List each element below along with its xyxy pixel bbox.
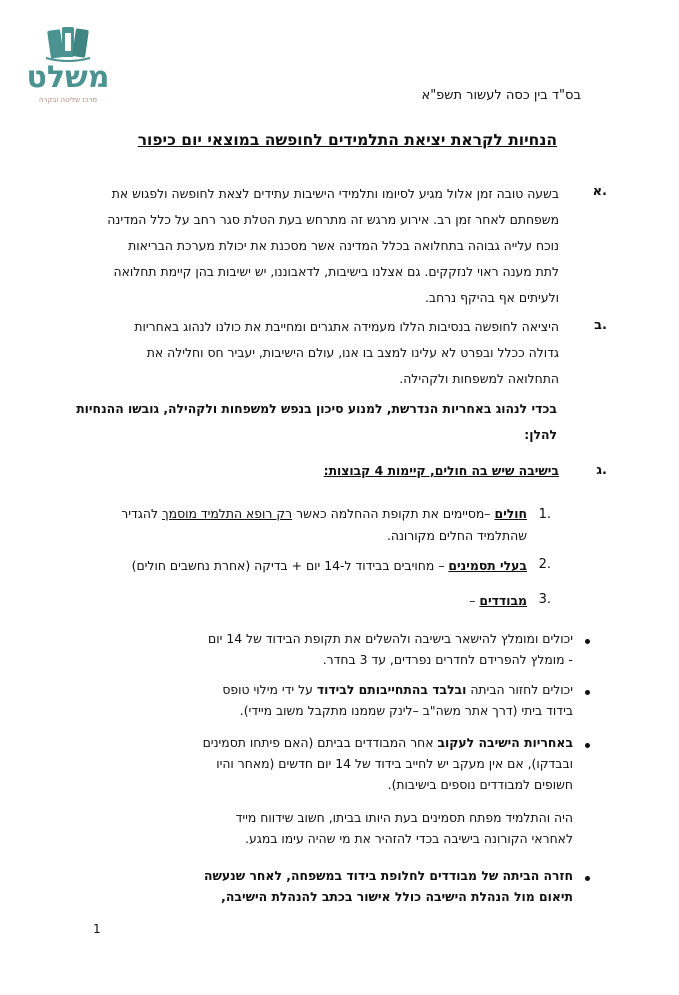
bullet-1-line: - מומלץ להפרידם לחדרים נפרדים, עד 3 בחדר. — [322, 652, 573, 667]
logo-name: משלט — [26, 60, 110, 95]
group-2-label: בעלי תסמינים — [448, 558, 527, 573]
bullet-icon — [585, 690, 590, 695]
page-title: הנחיות לקראת יציאת התלמידים לחופשה במוצאי יום כיפור — [137, 131, 557, 149]
bullet-icon — [585, 743, 590, 748]
intro-line: להלן: — [524, 427, 557, 442]
bullet-2-bold: ובלבד בהתחייבותם לבידוד — [316, 682, 467, 697]
section-a-marker: א. — [592, 184, 607, 199]
note-line: היה והתלמיד מפתח תסמינים בעת היותו בביתו, חשוב שידווח מייד — [235, 810, 573, 825]
note-paragraph — [113, 807, 573, 849]
bullet-2-line — [113, 679, 573, 700]
group-3-label: מבודדים — [479, 593, 527, 608]
group-1-item — [87, 503, 527, 547]
hebrew-date: בס"ד בין כסה לעשור תשפ"א — [421, 88, 581, 103]
bullet-3-bold: באחריות הישיבה לעקוב — [437, 735, 573, 750]
bullet-2 — [113, 679, 573, 721]
section-b-line: גדולה ככלל ובפרט לא עלינו למצב בו אנו, עולם הישיבות, יעביר חס וחלילה את — [146, 345, 559, 360]
group-1-line-2: שהתלמיד החלים מקורונה. — [386, 528, 527, 543]
intro-paragraph — [37, 396, 557, 448]
note-line: לאחראי הקורונה בישיבה בכדי להזהיר את מי שהיה עימו במגע. — [245, 831, 573, 846]
group-3-text: – — [469, 593, 480, 608]
group-1-line — [87, 503, 527, 525]
bullet-icon — [585, 639, 590, 644]
bullet-4-line: חזרה הביתה של מבודדים לחלופת בידוד במשפחה, לאחר שנעשה — [203, 868, 573, 883]
bullet-4-line: תיאום מול הנהלת הישיבה כולל אישור בכתב להנהלת הישיבה, — [221, 889, 573, 904]
group-2-number: 2. — [538, 557, 551, 572]
group-2-text: – מחויבים בבידוד ל-14 יום + בדיקה (אחרת נחשבים חולים) — [131, 558, 449, 573]
intro-line: בכדי לנהוג באחריות הנדרשת, למנוע סיכון בנפש למשפחות ולקהילה, גובשו ההנחיות — [76, 401, 557, 416]
bullet-3-line-2: ובבדקו), אם אין מעקב יש לחייב בידוד של 14 יום חדשים (מאחר והיו — [216, 756, 573, 771]
bullet-2-pre: יכולים לחזור הביתה — [466, 682, 573, 697]
page-number: 1 — [93, 922, 101, 936]
section-a-line: ולעיתים אף בהיקף נרחב. — [424, 290, 559, 305]
logo — [22, 24, 114, 108]
section-a-line: משפחתם לאחר זמן רב. אירוע מרגש זה מתרחש בעת הטלת סגר רחב על כלל המדינה — [107, 212, 559, 227]
section-c-heading: בישיבה שיש בה חולים, קיימות 4 קבוצות: — [323, 463, 559, 478]
group-1-text: –מסיימים את תקופת ההחלמה כאשר — [292, 506, 495, 521]
bullet-3-post: אחר המבודדים בביתם (האם פיתחו תסמינים — [202, 735, 438, 750]
bullet-1 — [113, 628, 573, 670]
bullet-2-post: על ידי מילוי טופס — [222, 682, 317, 697]
bullet-2-line-2: בידוד ביתי (דרך אתר משה"ב –לינק שממנו מתקבל משוב מיידי). — [239, 703, 573, 718]
group-3-number: 3. — [538, 592, 551, 607]
bullet-4 — [113, 865, 573, 907]
group-1-number: 1. — [538, 507, 551, 522]
section-b-line: היציאה לחופשה בנסיבות הללו מעמידה אתגרים ומחייבת את כולנו לנהוג באחריות — [134, 319, 559, 334]
group-1-text-end: להגדיר — [121, 506, 162, 521]
section-c-marker: ג. — [596, 463, 607, 478]
section-b-paragraph — [79, 314, 559, 392]
section-b-marker: ב. — [594, 318, 607, 333]
group-2-item — [87, 553, 527, 579]
bullet-3-line — [113, 732, 573, 753]
section-b-line: התחלואה למשפחות ולקהילה. — [399, 371, 559, 386]
section-a-line: נוכח עלייה גבוהה בתחלואה בכלל המדינה אשר מסכנת את יכולת מערכת הבריאות — [128, 238, 559, 253]
group-1-emphasis: רק רופא התלמיד מוסמך — [162, 506, 293, 521]
group-3-item — [87, 588, 527, 614]
section-a-line: בשעה טובה זמן אלול מגיע לסיומו ותלמידי הישיבות עתידים לצאת לחופשה ולפגוש את — [111, 186, 559, 201]
bullet-3-line-3: חשופים למבודדים נוספים בישיבות). — [387, 777, 573, 792]
bullet-icon — [585, 876, 590, 881]
section-a-paragraph — [79, 181, 559, 311]
logo-subtitle: מרכז שליטה ובקרה — [38, 96, 98, 104]
section-a-line: לתת מענה ראוי לנזקקים. גם אצלנו בישיבות, לדאבוננו, יש ישיבות בהן קיימת תחלואה — [113, 264, 559, 279]
logo-books-icon — [22, 24, 114, 64]
bullet-1-line: יכולים ומומלץ להישאר בישיבה ולהשלים את תקופת הבידוד של 14 יום — [208, 631, 573, 646]
group-1-label: חולים — [494, 506, 527, 521]
bullet-3 — [113, 732, 573, 795]
